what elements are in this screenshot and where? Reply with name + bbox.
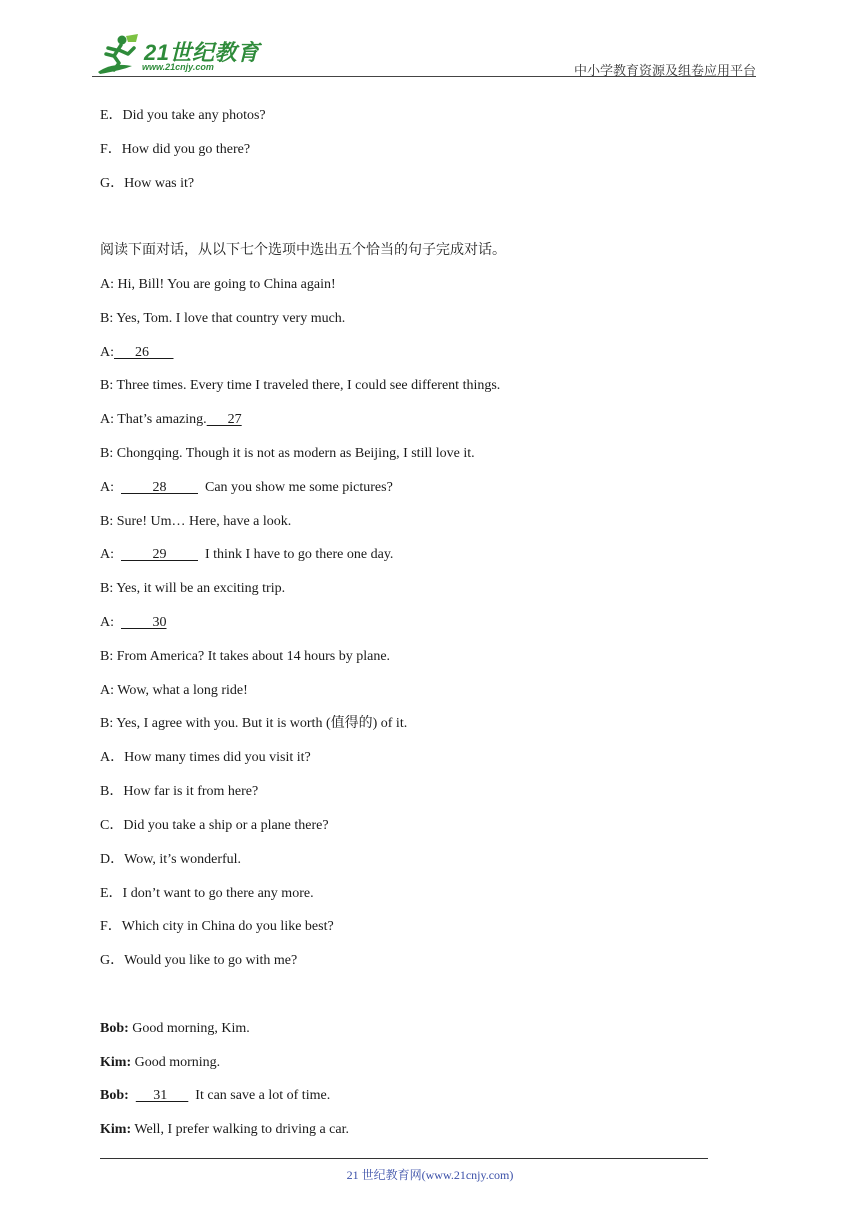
section-instruction: 阅读下面对话，从以下七个选项中选出五个恰当的句子完成对话。 — [100, 243, 506, 258]
line-text: It can save a lot of time. — [188, 1088, 331, 1103]
option-c: C．Did you take a ship or a plane there? — [100, 818, 329, 833]
logo-text: 21世纪教育 — [144, 40, 260, 65]
dialogue-line: B: Yes, Tom. I love that country very much. — [100, 311, 346, 326]
blank-30: 30 — [121, 615, 167, 630]
logo-url: www.21cnjy.com — [142, 62, 214, 72]
header-platform-title: 中小学教育资源及组卷应用平台 — [573, 63, 756, 78]
dialogue-line-blank-30 — [100, 614, 167, 632]
dialogue-line: B: Yes, it will be an exciting trip. — [100, 581, 286, 596]
page-header — [92, 30, 756, 78]
option-a: A．How many times did you visit it? — [100, 750, 311, 765]
speaker-label: Bob: — [100, 1021, 129, 1036]
dialogue-line-blank-28 — [100, 479, 393, 497]
dialogue-line-blank-26 — [100, 344, 174, 362]
dialogue-line-blank-29 — [100, 546, 393, 564]
dialogue-line: B: Yes, I agree with you. But it is worth (值得的) of it. — [100, 716, 408, 731]
dialogue-line — [100, 1020, 250, 1038]
footer-text: 21 世纪教育网(www.21cnjy.com) — [346, 1168, 514, 1182]
option-e-prev: E．Did you take any photos? — [100, 108, 266, 123]
option-f-prev: F．How did you go there? — [100, 142, 251, 157]
dialogue-line-blank-31 — [100, 1087, 330, 1105]
dialogue-line-blank-27 — [100, 411, 242, 429]
blank-26: 26 — [114, 345, 174, 360]
speaker-prefix: A: — [100, 345, 114, 360]
dialogue-line: A: Wow, what a long ride! — [100, 683, 248, 698]
line-text: Good morning, Kim. — [128, 1021, 250, 1036]
blank-27: 27 — [206, 412, 242, 427]
dialogue-line: A: Hi, Bill! You are going to China again! — [100, 277, 336, 292]
header-divider — [92, 76, 756, 77]
speaker-prefix: A: — [100, 547, 121, 562]
option-d: D．Wow, it’s wonderful. — [100, 852, 242, 867]
blank-28: 28 — [121, 480, 198, 495]
speaker-label: Bob: — [100, 1088, 129, 1103]
line-text: Well, I prefer walking to driving a car. — [131, 1122, 349, 1137]
line-text: Can you show me some pictures? — [198, 480, 393, 495]
blank-31: 31 — [135, 1088, 189, 1103]
dialogue-line: B: Three times. Every time I traveled there, I could see different things. — [100, 378, 501, 393]
option-g-prev: G．How was it? — [100, 176, 195, 191]
dialogue-line: B: Sure! Um… Here, have a look. — [100, 514, 292, 529]
line-text: I think I have to go there one day. — [198, 547, 394, 562]
option-b: B．How far is it from here? — [100, 784, 259, 799]
dialogue-line: B: From America? It takes about 14 hours by plane. — [100, 649, 391, 664]
runner-logo-icon — [92, 32, 144, 76]
spacer — [129, 1088, 136, 1103]
speaker-prefix: A: — [100, 615, 121, 630]
option-e: E．I don’t want to go there any more. — [100, 886, 314, 901]
speaker-prefix: A: — [100, 480, 121, 495]
option-f: F．Which city in China do you like best? — [100, 919, 334, 934]
option-g: G．Would you like to go with me? — [100, 953, 298, 968]
line-text: Good morning. — [131, 1055, 221, 1070]
dialogue-line — [100, 1054, 220, 1072]
speaker-label: Kim: — [100, 1055, 132, 1070]
dialogue-line: B: Chongqing. Though it is not as modern as Beijing, I still love it. — [100, 446, 475, 461]
dialogue-line — [100, 1121, 349, 1139]
blank-29: 29 — [121, 547, 198, 562]
speaker-label: Kim: — [100, 1122, 132, 1137]
footer-divider — [100, 1158, 708, 1159]
site-logo — [92, 32, 262, 76]
line-text: A: That’s amazing. — [100, 412, 207, 427]
